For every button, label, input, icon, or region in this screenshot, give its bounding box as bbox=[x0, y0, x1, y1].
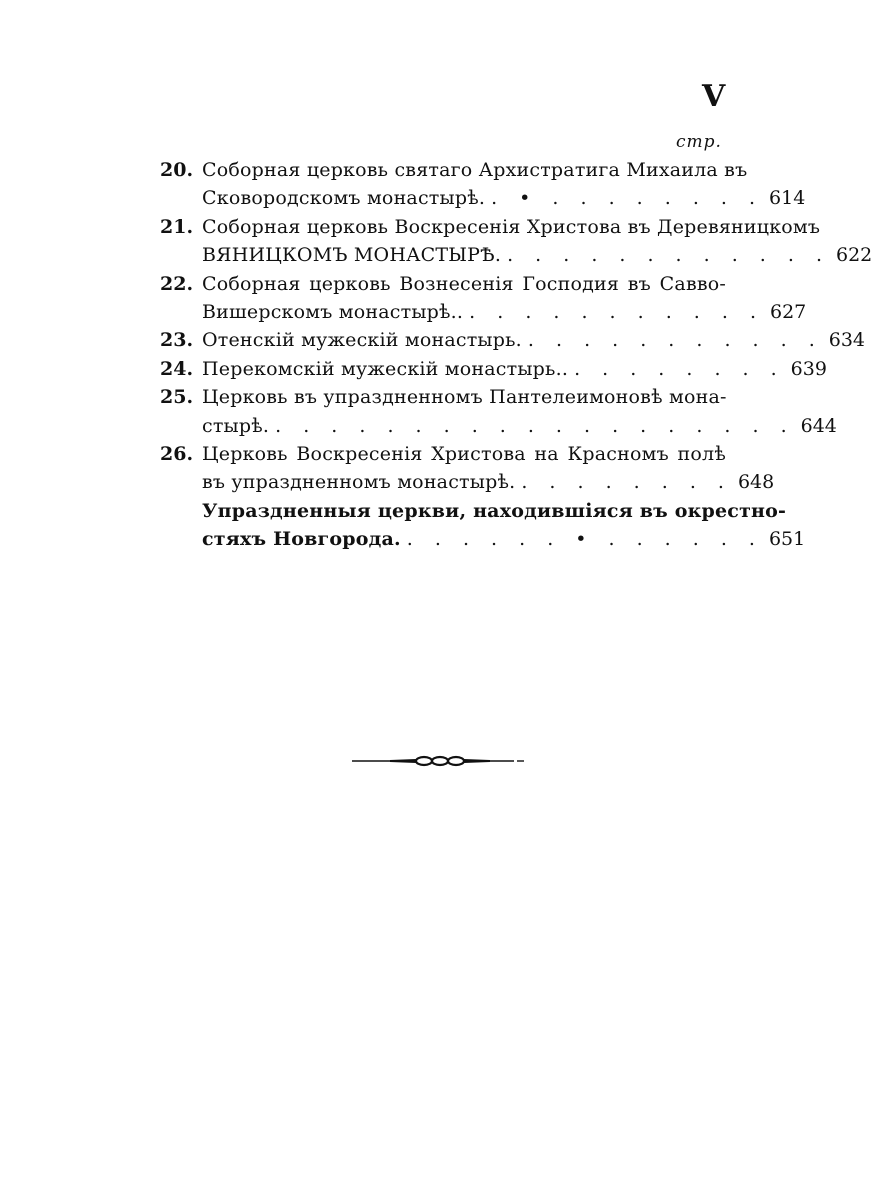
entry-number: 22. bbox=[160, 272, 194, 295]
entry-page-number: 644 bbox=[800, 414, 837, 437]
entry-number: 24. bbox=[160, 357, 194, 380]
entry-number: 25. bbox=[160, 386, 194, 409]
toc-entry-24 bbox=[160, 355, 827, 383]
entry-title-line: Сковородскомъ монастырѣ. bbox=[202, 187, 486, 210]
entry-title-line: Соборная церковь Воскресенія Христова въ Деревяницкомъ bbox=[202, 215, 821, 238]
entry-title-line: стяхъ Новгорода. bbox=[202, 528, 401, 551]
toc-entry-abolished-churches bbox=[160, 497, 806, 554]
entry-title-line: Перекомскій мужескій монастырь.. bbox=[202, 357, 569, 380]
entry-title-line: Вишерскомъ монастырѣ.. bbox=[202, 300, 464, 323]
entry-page-number: 651 bbox=[768, 528, 806, 551]
entry-title-line: Церковь Воскресенія Христова на Красномъ полѣ bbox=[202, 442, 726, 465]
entry-number: 21. bbox=[160, 215, 194, 238]
toc-entry-23 bbox=[160, 326, 866, 354]
entry-number: 23. bbox=[160, 329, 194, 352]
toc-entry-22 bbox=[160, 270, 807, 327]
page-column-label: стр. bbox=[676, 132, 722, 152]
toc-entry-25 bbox=[160, 383, 837, 440]
dot-leader: . • . . . . . . . . bbox=[491, 187, 764, 210]
entry-page-number: 634 bbox=[828, 329, 866, 352]
dot-leader: . . . . . . . . . . . bbox=[469, 300, 764, 323]
entry-page-number: 639 bbox=[790, 357, 827, 380]
entry-page-number: 648 bbox=[737, 471, 775, 494]
toc-entry-20 bbox=[160, 156, 806, 213]
entry-title-line: ВЯНИЦКОМЪ МОНАСТЫРѢ. bbox=[202, 244, 502, 267]
entry-number: 26. bbox=[160, 442, 194, 465]
dot-leader: . . . . . . . . bbox=[521, 471, 732, 494]
toc-entry-26 bbox=[160, 440, 775, 497]
entry-title-line: въ упраздненномъ монастырѣ. bbox=[202, 471, 516, 494]
dot-leader: . . . . . . . . . . . . bbox=[507, 244, 830, 267]
table-of-contents bbox=[160, 156, 872, 553]
dot-leader: . . . . . . . . . . . bbox=[527, 329, 823, 352]
entry-title-line: Церковь въ упраздненномъ Пантелеимоновѣ мона- bbox=[202, 386, 727, 409]
page-numeral: V bbox=[702, 79, 726, 114]
entry-title-line: Соборная церковь Вознесенія Господия въ Савво- bbox=[202, 272, 726, 295]
entry-page-number: 627 bbox=[770, 300, 807, 323]
entry-title-line: Отенскій мужескій монастырь. bbox=[202, 329, 522, 352]
entry-page-number: 614 bbox=[769, 187, 806, 210]
dot-leader: . . . . . . • . . . . . . bbox=[406, 528, 763, 551]
dot-leader: . . . . . . . . . . . . . . . . . . . bbox=[275, 414, 795, 437]
entry-page-number: 622 bbox=[836, 244, 872, 267]
entry-title-line: Соборная церковь святаго Архистратига Михаила въ bbox=[202, 159, 748, 181]
entry-title-line: стырѣ. bbox=[202, 414, 270, 437]
entry-title-line: Упраздненныя церкви, находившіяся въ окрестно- bbox=[202, 499, 787, 522]
toc-entry-21 bbox=[160, 213, 872, 270]
ornament-divider bbox=[350, 751, 526, 771]
entry-number: 20. bbox=[160, 159, 194, 181]
dot-leader: . . . . . . . . bbox=[574, 357, 785, 380]
